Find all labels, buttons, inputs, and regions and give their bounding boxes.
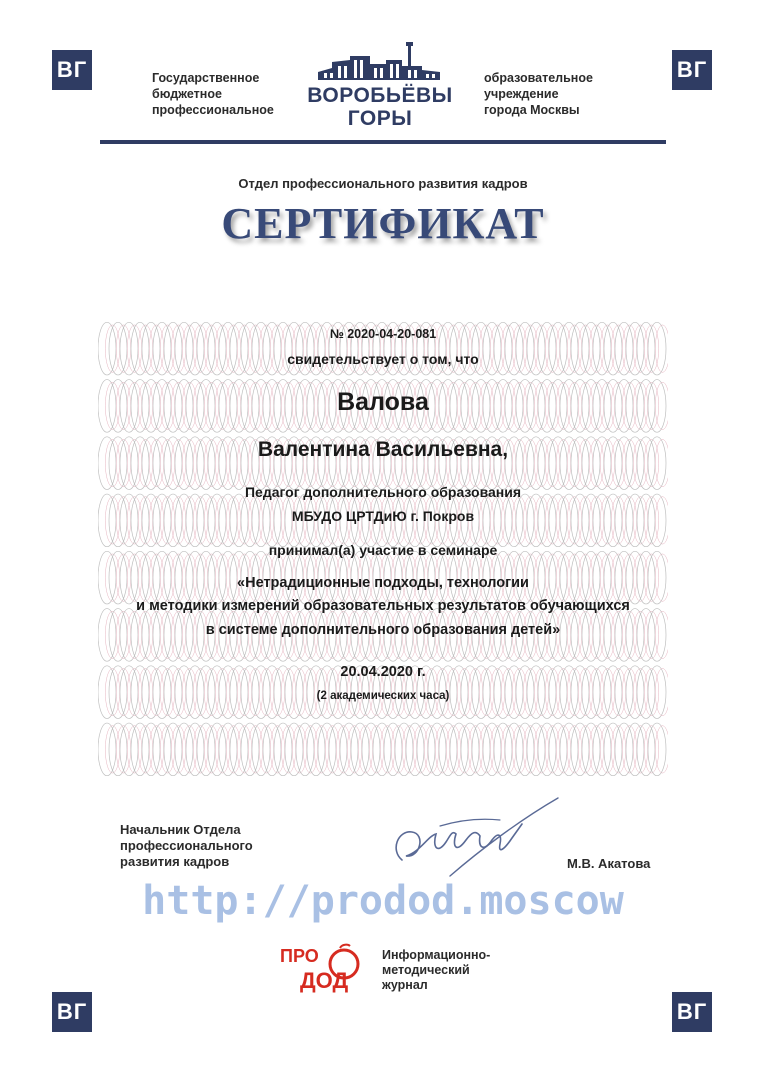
seminar-date: 20.04.2020 г. — [340, 664, 426, 680]
recipient-surname: Валова — [337, 388, 429, 416]
logo-top-text: ПРО — [280, 946, 319, 966]
recipient-organization: МБУДО ЦРТДиЮ г. Покров — [291, 508, 475, 524]
handwritten-signature — [380, 790, 570, 880]
seminar-hours: (2 академических часа) — [316, 690, 450, 702]
header-right-line: образовательное — [484, 71, 593, 85]
header-right-line: учреждение — [484, 87, 559, 101]
signatory-title — [120, 822, 253, 870]
journal-caption-line: методический — [382, 963, 470, 977]
signatory-title-line: Начальник Отдела — [120, 822, 241, 837]
signatory-name: М.В. Акатова — [567, 856, 651, 871]
header-right-text — [484, 70, 593, 118]
header-left-text — [152, 70, 274, 118]
header-left-line: Государственное — [152, 71, 260, 85]
signatory-title-line: профессионального — [120, 838, 253, 853]
journal-caption — [382, 948, 490, 993]
logo-bottom-text: ДОД — [300, 968, 349, 993]
journal-caption-line: Информационно- — [382, 948, 491, 962]
header-divider — [100, 140, 666, 144]
journal-caption-line: журнал — [382, 978, 428, 992]
department-label: Отдел профессионального развития кадров — [238, 176, 528, 191]
recipient-name: Валентина Васильевна, — [257, 438, 509, 461]
prodod-journal-logo — [278, 942, 384, 994]
website-url[interactable]: http://prodod.moscow — [142, 878, 624, 924]
seminar-title-line: и методики измерений образовательных результатов обучающихся — [136, 598, 630, 614]
witness-text: свидетельствует о том, что — [287, 351, 479, 367]
seminar-title-line: «Нетрадиционные подходы, технологии — [237, 575, 529, 591]
recipient-position: Педагог дополнительного образования — [244, 484, 522, 500]
header-right-line: города Москвы — [484, 103, 580, 117]
seminar-title-line: в системе дополнительного образования детей» — [205, 622, 561, 638]
signatory-title-line: развития кадров — [120, 854, 230, 869]
corner-badge-top-right: ВГ — [672, 50, 712, 90]
logo-wordmark — [300, 84, 460, 130]
header-left-line: профессиональное — [152, 103, 274, 117]
header-left-line: бюджетное — [152, 87, 222, 101]
corner-badge-top-left: ВГ — [52, 50, 92, 90]
corner-badge-bottom-left: ВГ — [52, 992, 92, 1032]
logo-line: ГОРЫ — [347, 107, 413, 130]
certificate-title: СЕРТИФИКАТ — [221, 199, 545, 248]
corner-badge-bottom-right: ВГ — [672, 992, 712, 1032]
logo-line: ВОРОБЬЁВЫ — [307, 84, 453, 107]
certificate-number: № 2020-04-20-081 — [329, 327, 437, 341]
participation-text: принимал(а) участие в семинаре — [268, 542, 498, 558]
